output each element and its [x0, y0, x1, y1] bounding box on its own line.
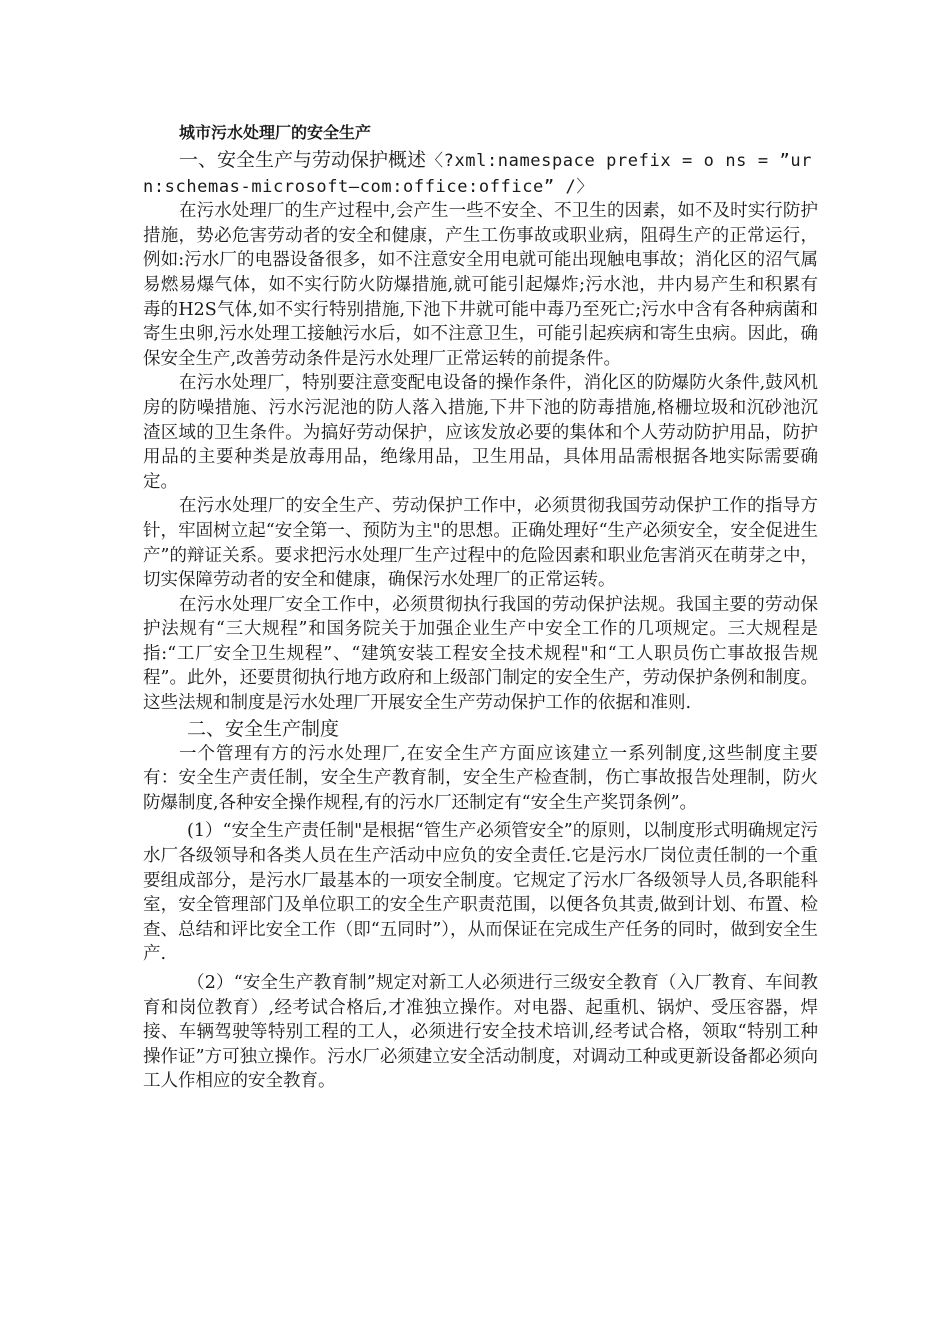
- document-page: [143, 118, 818, 1094]
- paragraph-numbered: （2）“安全生产教育制”规定对新工人必须进行三级安全教育（入厂教育、车间教育和岗位教育）,经考试合格后,才准独立操作。对电器、起重机、锅炉、受压容器，焊接、车辆驾驶等特别工程的工人，必须进行安全技术培训,经考试合格，领取“特别工种操作证”方可独立操作。污水厂必须建立安全活动制度，对调动工种或更新设备都必须向工人作相应的安全教育。: [143, 973, 818, 1092]
- paragraph: 一个管理有方的污水处理厂,在安全生产方面应该建立一系列制度,这些制度主要有：安全生产责任制，安全生产教育制，安全生产检查制，伤亡事故报告处理制，防火防爆制度,各种安全操作规程,有的污水厂还制定有“安全生产奖罚条例”。: [143, 743, 818, 813]
- paragraph: 在污水处理厂安全工作中，必须贯彻执行我国的劳动保护法规。我国主要的劳动保护法规有“三大规程”和国务院关于加强企业生产中安全工作的几项规定。三大规程是指:“工厂安全卫生规程”、“建筑安装工程安全技术规程"和“工人职员伤亡事故报告规程”。此外，还要贯彻执行地方政府和上级部门制定的安全生产，劳动保护条例和制度。这些法规和制度是污水处理厂开展安全生产劳动保护工作的依据和准则.: [143, 594, 818, 714]
- paragraph: 在污水处理厂，特别要注意变配电设备的操作条件，消化区的防爆防火条件,鼓风机房的防噪措施、污水污泥池的防人落入措施,下井下池的防毒措施,格栅垃圾和沉砂池沉渣区域的卫生条件。为搞好劳动保护，应该发放必要的集体和个人劳动防护用品，防护用品的主要种类是放毒用品，绝缘用品，卫生用品，具体用品需根据各地实际需要确定。: [143, 373, 818, 492]
- paragraph: 在污水处理厂的安全生产、劳动保护工作中，必须贯彻我国劳动保护工作的指导方针，牢固树立起“安全第一、预防为主"的思想。正确处理好“生产必须安全，安全促进生产”的辩证关系。要求把污水处理厂生产过程中的危险因素和职业危害消灭在萌芽之中，切实保障劳动者的安全和健康，确保污水处理厂的正常运转。: [143, 496, 818, 591]
- section-1-heading: [143, 148, 818, 199]
- xml-namespace-fragment: 〈?xml:namespace prefix = o ns = ”urn:schemas-microsoft—com:office:office” /〉: [143, 151, 813, 197]
- paragraph-numbered: (1）“安全生产责任制"是根据“管生产必须管安全”的原则，以制度形式明确规定污水厂各级领导和各类人员在生产活动中应负的安全责任.它是污水厂岗位责任制的一个重要组成部分，是污水厂最基本的一项安全制度。它规定了污水厂各级领导人员,各职能科室，安全管理部门及单位职工的安全生产职责范围，以便各负其责,做到计划、布置、检查、总结和评比安全工作（即“五同时”），从而保证在完成生产任务的同时，做到安全生产.: [143, 821, 818, 965]
- section-1-heading-text: 一、安全生产与劳动保护概述: [179, 149, 427, 171]
- paragraph: 在污水处理厂的生产过程中,会产生一些不安全、不卫生的因素，如不及时实行防护措施，势必危害劳动者的安全和健康，产生工伤事故或职业病，阻碍生产的正常运行，例如:污水厂的电器设备很多，如不注意安全用电就可能出现触电事故；消化区的沼气属易燃易爆气体，如不实行防火防爆措施,就可能引起爆炸;污水池，井内易产生和积累有毒的H2S气体,如不实行特别措施,下池下井就可能中毒乃至死亡;污水中含有各种病菌和寄生虫卵,污水处理工接触污水后，如不注意卫生，可能引起疾病和寄生虫病。因此，确保安全生产,改善劳动条件是污水处理厂正常运转的前提条件。: [143, 201, 818, 369]
- section-2-heading: 二、安全生产制度: [187, 717, 340, 740]
- document-title: 城市污水处理厂的安全生产: [179, 123, 372, 142]
